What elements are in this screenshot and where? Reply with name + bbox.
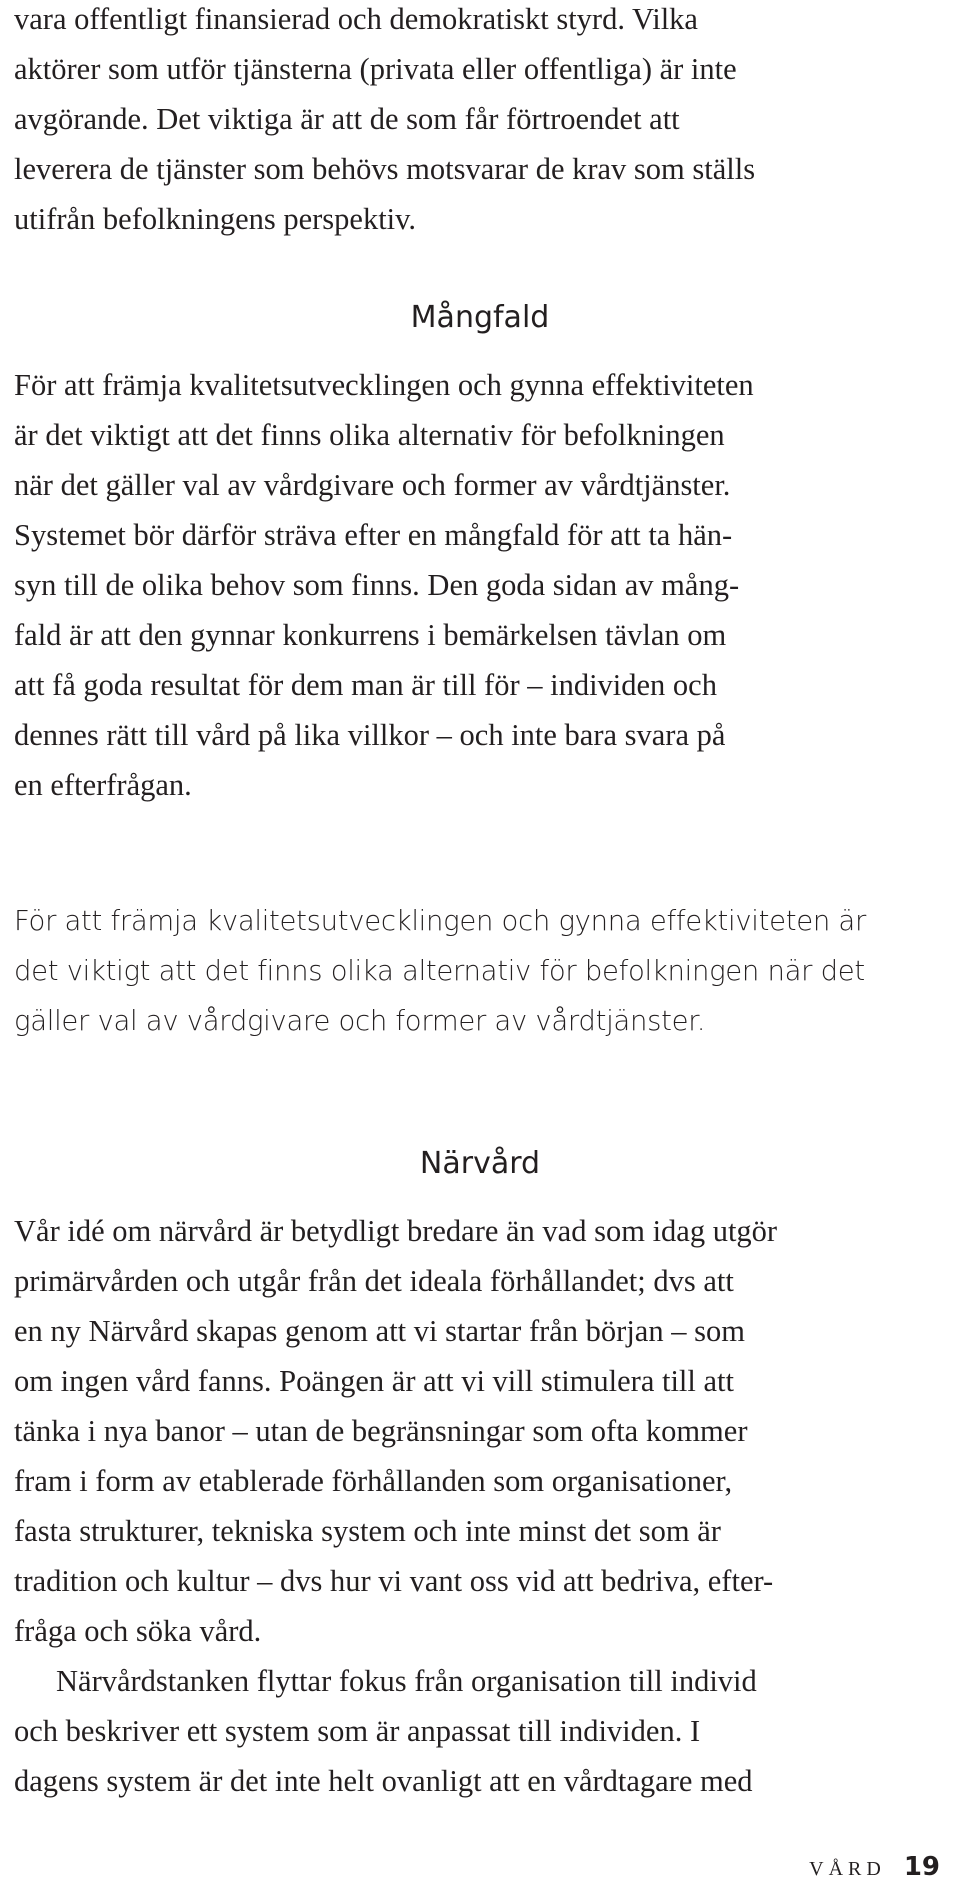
text-line: tänka i nya banor – utan de begränsningar som ofta kommer [14,1414,748,1448]
text-line: Vår idé om närvård är betydligt bredare än vad som idag utgör [14,1214,778,1248]
text-line: För att främja kvalitetsutvecklingen och gynna effektiviteten [14,368,754,402]
text-line: leverera de tjänster som behövs motsvarar de krav som ställs [14,152,756,186]
text-line: vara offentligt finansierad och demokratiskt styrd. Vilka [14,2,698,36]
text-line: utifrån befolkningens perspektiv. [14,202,417,236]
text-line: fasta strukturer, tekniska system och inte minst det som är [14,1514,721,1548]
narvard-paragraph-2 [14,1656,944,1806]
pull-quote-line: det viktigt att det finns olika alternativ för befolkningen när det [14,955,865,987]
text-line: Närvårdstanken flyttar fokus från organisation till individ [56,1664,757,1698]
pull-quote [14,896,944,1046]
text-line: och beskriver ett system som är anpassat till individen. I [14,1714,701,1748]
text-line: att få goda resultat för dem man är till för – individen och [14,668,717,702]
text-line: om ingen vård fanns. Poängen är att vi vill stimulera till att [14,1364,734,1398]
text-line: fald är att den gynnar konkurrens i bemärkelsen tävlan om [14,618,727,652]
pull-quote-line: För att främja kvalitetsutvecklingen och gynna effektiviteten är [14,905,866,937]
intro-paragraph [14,0,944,244]
text-line: primärvården och utgår från det ideala förhållandet; dvs att [14,1264,734,1298]
text-line: aktörer som utför tjänsterna (privata eller offentliga) är inte [14,52,737,86]
text-line: fråga och söka vård. [14,1614,262,1648]
text-line: är det viktigt att det finns olika alternativ för befolkningen [14,418,725,452]
text-line: dagens system är det inte helt ovanligt att en vårdtagare med [14,1764,753,1798]
narvard-paragraph-1 [14,1206,944,1656]
footer-section-label: VÅRD [809,1858,886,1880]
text-line: syn till de olika behov som finns. Den goda sidan av mång- [14,568,740,602]
text-line: dennes rätt till vård på lika villkor – och inte bara svara på [14,718,726,752]
text-line: när det gäller val av vårdgivare och former av vårdtjänster. [14,468,731,502]
text-line: tradition och kultur – dvs hur vi vant oss vid att bedriva, efter- [14,1564,774,1598]
text-line: en ny Närvård skapas genom att vi startar från början – som [14,1314,745,1348]
page-footer [809,1852,940,1882]
text-line: en efterfrågan. [14,768,192,802]
section-heading-mangfald: Mångfald [410,300,550,335]
text-line: avgörande. Det viktiga är att de som får förtroendet att [14,102,680,136]
page-number: 19 [903,1852,940,1882]
pull-quote-line: gäller val av vårdgivare och former av vårdtjänster. [14,1005,706,1037]
text-line: fram i form av etablerade förhållanden som organisationer, [14,1464,733,1498]
mangfald-paragraph [14,360,944,810]
text-line: Systemet bör därför sträva efter en mångfald för att ta hän- [14,518,733,552]
section-heading-narvard: Närvård [419,1146,541,1181]
